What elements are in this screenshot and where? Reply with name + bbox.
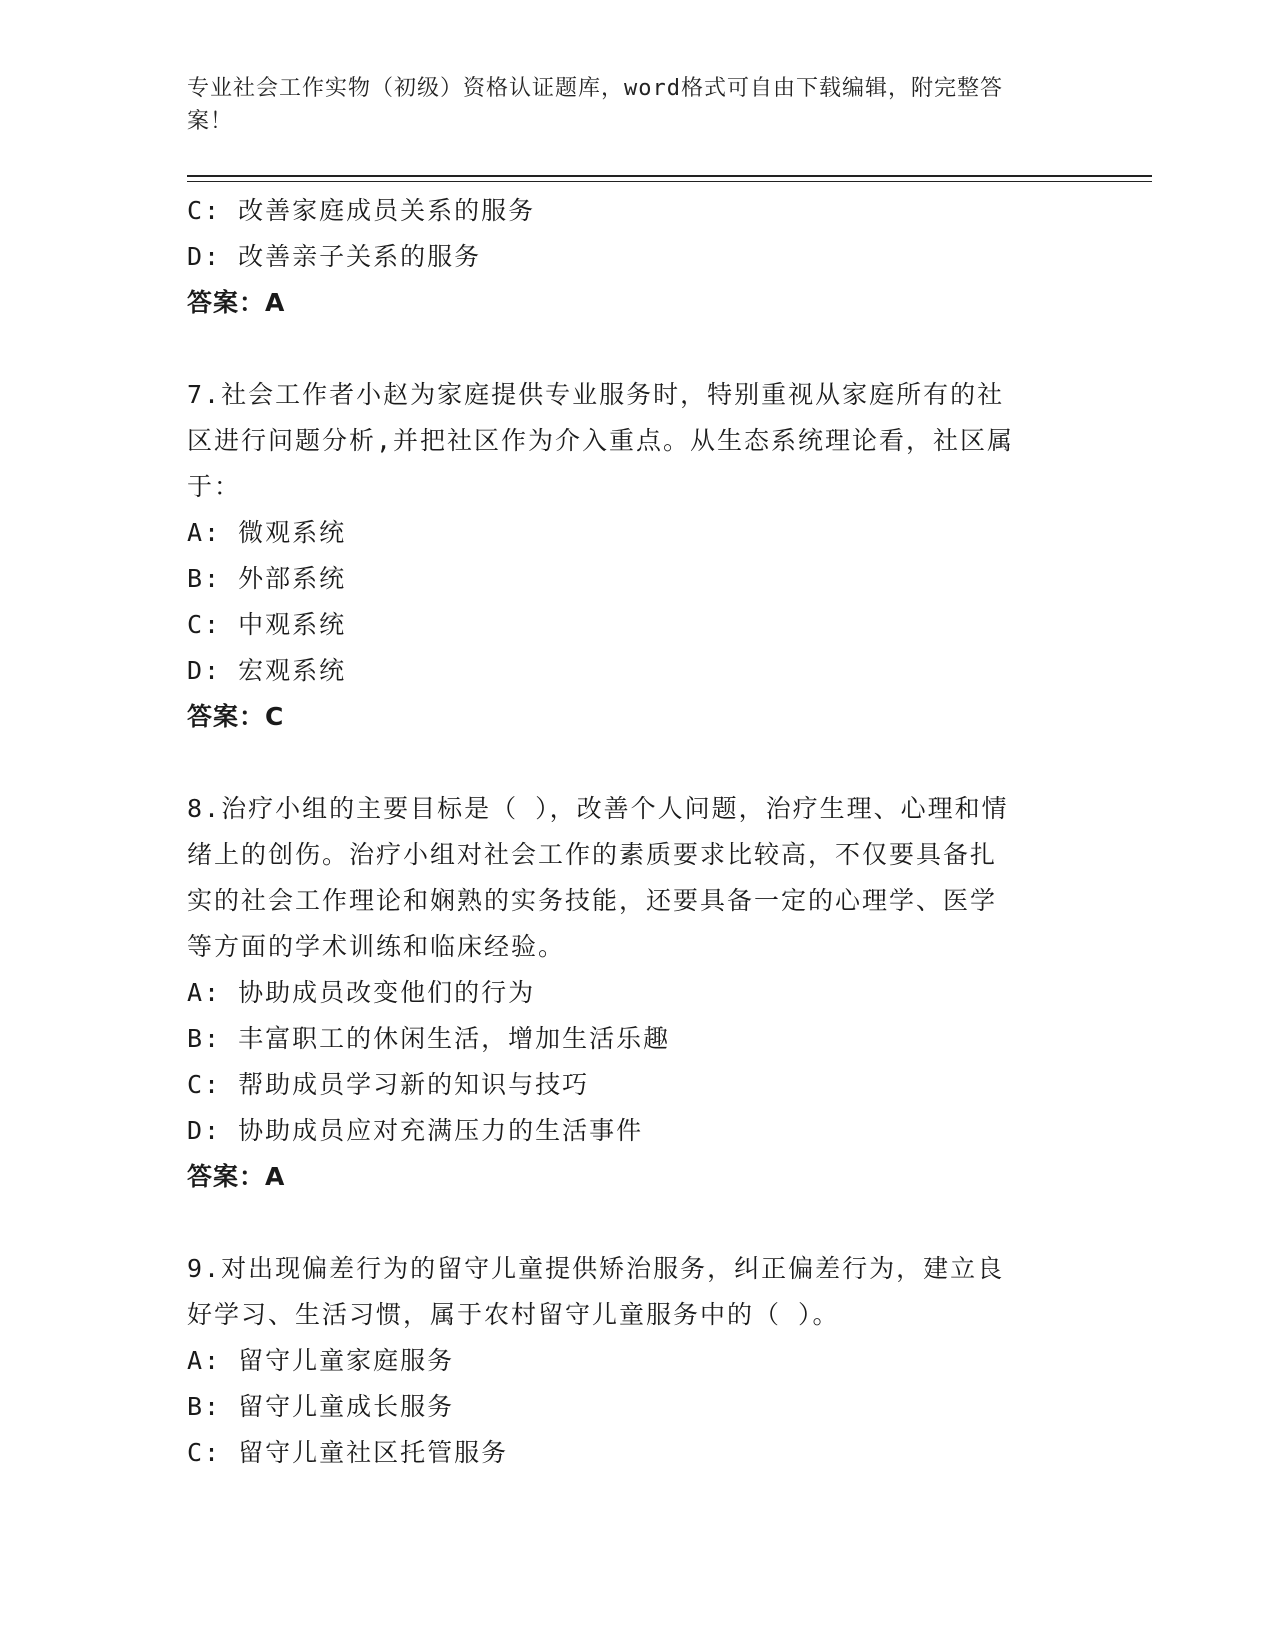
- question-text-line: 7.社会工作者小赵为家庭提供专业服务时，特别重视从家庭所有的社: [187, 380, 1005, 409]
- spacer: [187, 740, 1067, 786]
- option-text: 协助成员改变他们的行为: [238, 978, 536, 1007]
- question-text-line: 绪上的创伤。治疗小组对社会工作的素质要求比较高，不仅要具备扎: [187, 840, 998, 869]
- option-key: A:: [187, 1346, 222, 1375]
- option-c: [187, 188, 1067, 234]
- question-9-block: [187, 1246, 1067, 1476]
- prev-question-block: [187, 188, 1067, 326]
- answer-line: 答案：A: [187, 1162, 286, 1191]
- question-text-line: 区进行问题分析,并把社区作为介入重点。从生态系统理论看，社区属: [187, 426, 1015, 455]
- option-key: C:: [187, 196, 222, 225]
- option-text: 留守儿童社区托管服务: [238, 1438, 509, 1467]
- header-line-1: 专业社会工作实物（初级）资格认证题库，word格式可自由下载编辑，附完整答: [187, 76, 1003, 101]
- answer-line: 答案：C: [187, 702, 285, 731]
- question-text-line: 8.治疗小组的主要目标是（ ），改善个人问题，治疗生理、心理和情: [187, 794, 1009, 823]
- document-header: [187, 72, 1067, 138]
- option-key: D:: [187, 656, 222, 685]
- option-key: A:: [187, 978, 222, 1007]
- question-text-line: 好学习、生活习惯，属于农村留守儿童服务中的（ ）。: [187, 1300, 840, 1329]
- option-text: 协助成员应对充满压力的生活事件: [238, 1116, 644, 1145]
- option-text: 留守儿童家庭服务: [238, 1346, 455, 1375]
- option-text: 宏观系统: [238, 656, 347, 685]
- option-key: C:: [187, 1070, 222, 1099]
- question-text-line: 等方面的学术训练和临床经验。: [187, 932, 566, 961]
- option-a: [187, 970, 1067, 1016]
- header-line-2: 案！: [187, 109, 234, 134]
- option-b: [187, 1384, 1067, 1430]
- option-b: [187, 556, 1067, 602]
- option-d: [187, 648, 1067, 694]
- option-text: 帮助成员学习新的知识与技巧: [238, 1070, 590, 1099]
- option-key: B:: [187, 1024, 222, 1053]
- option-text: 外部系统: [238, 564, 347, 593]
- answer-line: 答案：A: [187, 288, 286, 317]
- option-d: [187, 234, 1067, 280]
- option-a: [187, 510, 1067, 556]
- header-rule-thick: [187, 175, 1152, 177]
- header-rule-thin: [187, 181, 1152, 182]
- option-c: [187, 1062, 1067, 1108]
- option-d: [187, 1108, 1067, 1154]
- option-key: D:: [187, 242, 222, 271]
- option-key: C:: [187, 1438, 222, 1467]
- option-text: 改善亲子关系的服务: [238, 242, 482, 271]
- option-key: B:: [187, 564, 222, 593]
- question-text-line: 于：: [187, 472, 242, 501]
- option-text: 中观系统: [238, 610, 347, 639]
- option-text: 改善家庭成员关系的服务: [238, 196, 536, 225]
- spacer: [187, 326, 1067, 372]
- option-b: [187, 1016, 1067, 1062]
- option-key: D:: [187, 1116, 222, 1145]
- option-key: C:: [187, 610, 222, 639]
- question-7-block: [187, 372, 1067, 740]
- option-key: B:: [187, 1392, 222, 1421]
- option-text: 微观系统: [238, 518, 347, 547]
- question-text-line: 实的社会工作理论和娴熟的实务技能，还要具备一定的心理学、医学: [187, 886, 998, 915]
- option-text: 留守儿童成长服务: [238, 1392, 455, 1421]
- option-text: 丰富职工的休闲生活，增加生活乐趣: [238, 1024, 671, 1053]
- spacer: [187, 1200, 1067, 1246]
- option-c: [187, 1430, 1067, 1476]
- option-a: [187, 1338, 1067, 1384]
- question-content: [187, 188, 1067, 1476]
- question-text-line: 9.对出现偏差行为的留守儿童提供矫治服务，纠正偏差行为，建立良: [187, 1254, 1005, 1283]
- option-c: [187, 602, 1067, 648]
- option-key: A:: [187, 518, 222, 547]
- question-8-block: [187, 786, 1067, 1200]
